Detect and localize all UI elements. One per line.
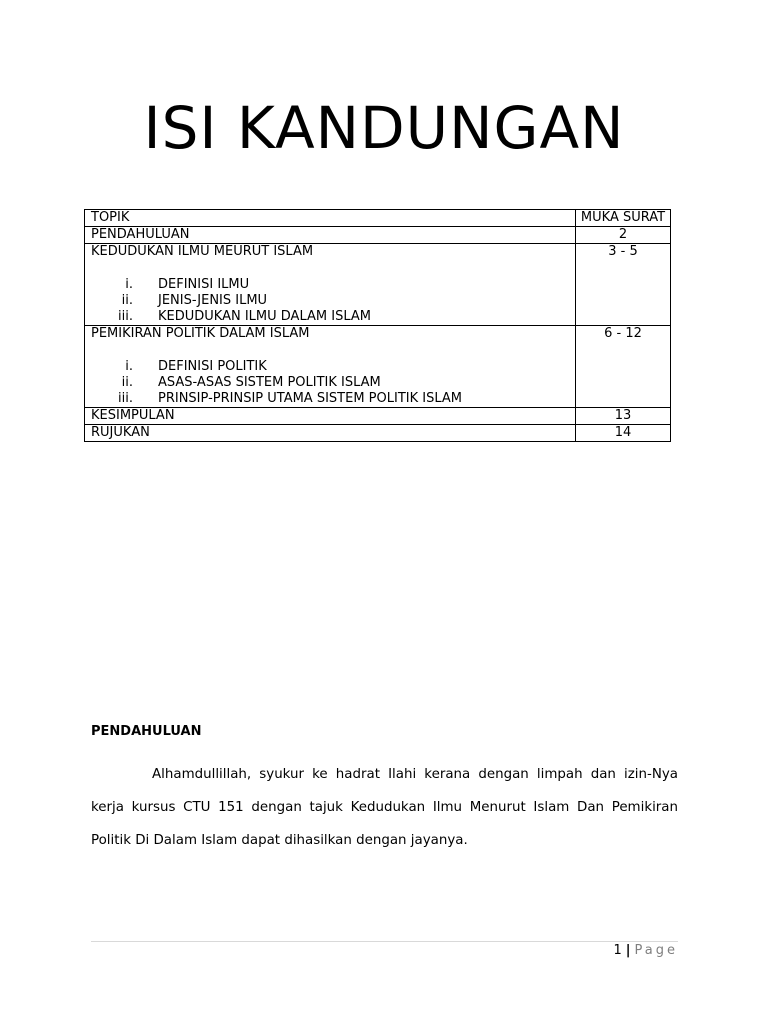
toc-subitem-number: iii. bbox=[118, 391, 133, 406]
table-of-contents bbox=[84, 209, 671, 442]
toc-subitem bbox=[91, 293, 569, 309]
toc-topic: RUJUKAN bbox=[85, 425, 576, 442]
toc-subitem-number: ii. bbox=[121, 293, 133, 308]
toc-row bbox=[85, 408, 671, 425]
footer-separator: | bbox=[625, 943, 631, 958]
toc-topic: PEMIKIRAN POLITIK DALAM ISLAM bbox=[91, 326, 310, 341]
toc-page: 13 bbox=[576, 408, 671, 425]
toc-subitem-text: DEFINISI ILMU bbox=[158, 277, 250, 292]
toc-topic: PENDAHULUAN bbox=[85, 227, 576, 244]
toc-topic: KEDUDUKAN ILMU MEURUT ISLAM bbox=[91, 244, 314, 259]
toc-subitem-text: DEFINISI POLITIK bbox=[158, 359, 267, 374]
toc-subitem bbox=[91, 391, 569, 407]
toc-subitem bbox=[91, 277, 569, 293]
toc-subitem bbox=[91, 359, 569, 375]
toc-subitem-text: PRINSIP-PRINSIP UTAMA SISTEM POLITIK ISLAM bbox=[158, 391, 462, 406]
toc-subitem-number: iii. bbox=[118, 309, 133, 324]
toc-header-page: MUKA SURAT bbox=[576, 210, 671, 227]
toc-topic-cell bbox=[85, 244, 576, 326]
toc-page: 6 - 12 bbox=[576, 326, 671, 408]
toc-row bbox=[85, 326, 671, 408]
footer-divider bbox=[91, 941, 678, 942]
toc-subitem-number: ii. bbox=[121, 375, 133, 390]
page-footer bbox=[613, 943, 678, 958]
toc-sublist bbox=[91, 277, 569, 325]
toc-subitem bbox=[91, 375, 569, 391]
toc-page: 14 bbox=[576, 425, 671, 442]
toc-subitem-text: JENIS-JENIS ILMU bbox=[158, 293, 268, 308]
page-number: 1 bbox=[613, 943, 622, 958]
toc-header-row bbox=[85, 210, 671, 227]
section-heading: PENDAHULUAN bbox=[91, 724, 202, 739]
toc-row bbox=[85, 244, 671, 326]
toc-subitem-number: i. bbox=[125, 359, 133, 374]
toc-subitem-number: i. bbox=[125, 277, 133, 292]
toc-subitem-text: KEDUDUKAN ILMU DALAM ISLAM bbox=[158, 309, 371, 324]
toc-topic: KESIMPULAN bbox=[85, 408, 576, 425]
page-label: Page bbox=[634, 943, 678, 958]
document-title: ISI KANDUNGAN bbox=[143, 94, 625, 162]
toc-page: 2 bbox=[576, 227, 671, 244]
toc-sublist bbox=[91, 359, 569, 407]
toc-header-topic: TOPIK bbox=[85, 210, 576, 227]
toc-subitem-text: ASAS-ASAS SISTEM POLITIK ISLAM bbox=[158, 375, 381, 390]
toc-subitem bbox=[91, 309, 569, 325]
section-paragraph: Alhamdullillah, syukur ke hadrat Ilahi kerana dengan limpah dan izin-Nya kerja kursus CTU 151 dengan tajuk Kedudukan Ilmu Menurut Islam Dan Pemikiran Politik Di Dalam Islam dapat dihasilkan dengan jayanya. bbox=[91, 767, 678, 848]
toc-row bbox=[85, 227, 671, 244]
toc-topic-cell bbox=[85, 326, 576, 408]
toc-page: 3 - 5 bbox=[576, 244, 671, 326]
toc-row bbox=[85, 425, 671, 442]
